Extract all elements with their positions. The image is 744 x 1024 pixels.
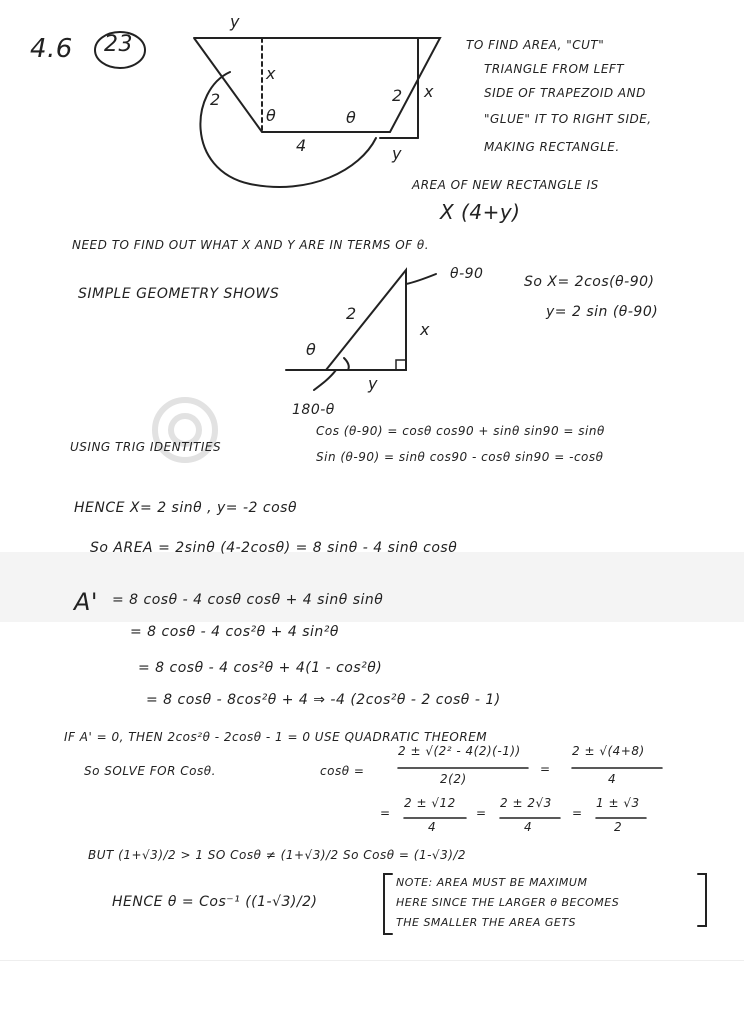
derivative-step-1: = 8 cosθ - 4 cosθ cosθ + 4 sinθ sinθ <box>112 592 384 608</box>
cos-eq-label: cosθ = <box>320 764 365 778</box>
fraction-4-bar <box>500 816 570 820</box>
watermark-band <box>0 552 744 622</box>
area-expression: So AREA = 2sinθ (4-2cosθ) = 8 sinθ - 4 sinθ cosθ <box>90 540 458 556</box>
derivative-step-4: = 8 cosθ - 8cos²θ + 4 ⇒ -4 (2cos²θ - 2 cosθ - 1) <box>146 692 501 708</box>
theta-label: θ <box>306 340 317 359</box>
note-line-3: THE SMALLER THE AREA GETS <box>396 916 577 929</box>
need-statement: NEED TO FIND OUT WHAT X AND Y ARE IN TERMS OF θ. <box>72 238 430 252</box>
y-formula: y= 2 sin (θ-90) <box>546 304 659 320</box>
set-derivative-zero: IF A' = 0, THEN 2cos²θ - 2cosθ - 1 = 0 USE QUADRATIC THEOREM <box>64 730 488 744</box>
identities-label: USING TRIG IDENTITIES <box>70 440 222 454</box>
fraction-1-denominator: 2(2) <box>440 772 467 786</box>
label-x-right: x <box>424 82 434 101</box>
derivative-step-2: = 8 cosθ - 4 cos²θ + 4 sin²θ <box>130 624 339 640</box>
derivative-label: A' <box>74 588 99 616</box>
but-statement: BUT (1+√3)/2 > 1 SO Cosθ ≠ (1+√3)/2 So Cosθ = (1-√3)/2 <box>88 848 467 862</box>
explanation-line-5: MAKING RECTANGLE. <box>484 140 620 154</box>
page-bottom-edge <box>0 960 744 961</box>
equals-sign-3: = <box>476 806 487 820</box>
note-line-2: HERE SINCE THE LARGER θ BECOMES <box>396 896 620 909</box>
final-answer: HENCE θ = Cos⁻¹ ((1-√3)/2) <box>112 894 318 910</box>
explanation-line-1: TO FIND AREA, "CUT" <box>466 38 605 52</box>
area-statement: AREA OF NEW RECTANGLE IS <box>412 178 599 192</box>
note-line-1: NOTE: AREA MUST BE MAXIMUM <box>396 876 588 889</box>
area-formula: X (4+y) <box>440 200 521 224</box>
watermark-logo-icon <box>150 395 220 465</box>
label-theta-left: θ <box>266 106 277 125</box>
hence-xy: HENCE X= 2 sinθ , y= -2 cosθ <box>74 500 298 516</box>
label-top-y: y <box>230 12 240 31</box>
fraction-4-numerator: 2 ± 2√3 <box>500 796 552 810</box>
fraction-4-denominator: 4 <box>524 820 533 834</box>
explanation-line-2: TRIANGLE FROM LEFT <box>484 62 625 76</box>
fraction-1-bar <box>398 766 538 770</box>
fraction-5-numerator: 1 ± √3 <box>596 796 640 810</box>
explanation-line-3: SIDE OF TRAPEZOID AND <box>484 86 646 100</box>
label-theta-right: θ <box>346 108 357 127</box>
right-triangle-diagram <box>286 262 476 382</box>
cos-identity: Cos (θ-90) = cosθ cos90 + sinθ sin90 = sinθ <box>316 424 605 438</box>
fraction-3-denominator: 4 <box>428 820 437 834</box>
equals-sign-1: = <box>540 762 551 776</box>
problem-number: 23 <box>104 32 133 57</box>
hypotenuse-label: 2 <box>346 304 357 323</box>
x-formula: So X= 2cos(θ-90) <box>524 274 655 290</box>
fraction-2-numerator: 2 ± √(4+8) <box>572 744 645 758</box>
equals-sign-4: = <box>572 806 583 820</box>
base-y-label: y <box>368 374 378 393</box>
sin-identity: Sin (θ-90) = sinθ cos90 - cosθ sin90 = -cosθ <box>316 450 604 464</box>
explanation-line-4: "GLUE" IT TO RIGHT SIDE, <box>484 112 652 126</box>
fraction-2-bar <box>572 766 672 770</box>
fraction-5-denominator: 2 <box>614 820 623 834</box>
derivative-step-3: = 8 cosθ - 4 cos²θ + 4(1 - cos²θ) <box>138 660 383 676</box>
angle-top-label: θ-90 <box>450 266 484 282</box>
label-x-left: x <box>266 64 276 83</box>
equals-sign-2: = <box>380 806 391 820</box>
fraction-3-numerator: 2 ± √12 <box>404 796 456 810</box>
section-number: 4.6 <box>30 34 73 64</box>
angle-outside-label: 180-θ <box>292 402 335 418</box>
geometry-label: SIMPLE GEOMETRY SHOWS <box>78 286 280 302</box>
label-side-left: 2 <box>210 90 221 109</box>
fraction-1-numerator: 2 ± √(2² - 4(2)(-1)) <box>398 744 521 758</box>
fraction-5-bar <box>596 816 656 820</box>
side-x-label: x <box>420 320 430 339</box>
fraction-2-denominator: 4 <box>608 772 617 786</box>
label-bottom-4: 4 <box>296 136 307 155</box>
label-bottom-y: y <box>392 144 402 163</box>
fraction-3-bar <box>404 816 474 820</box>
solve-label: So SOLVE FOR Cosθ. <box>84 764 216 778</box>
label-side-right: 2 <box>392 86 403 105</box>
trapezoid-diagram <box>190 20 450 200</box>
